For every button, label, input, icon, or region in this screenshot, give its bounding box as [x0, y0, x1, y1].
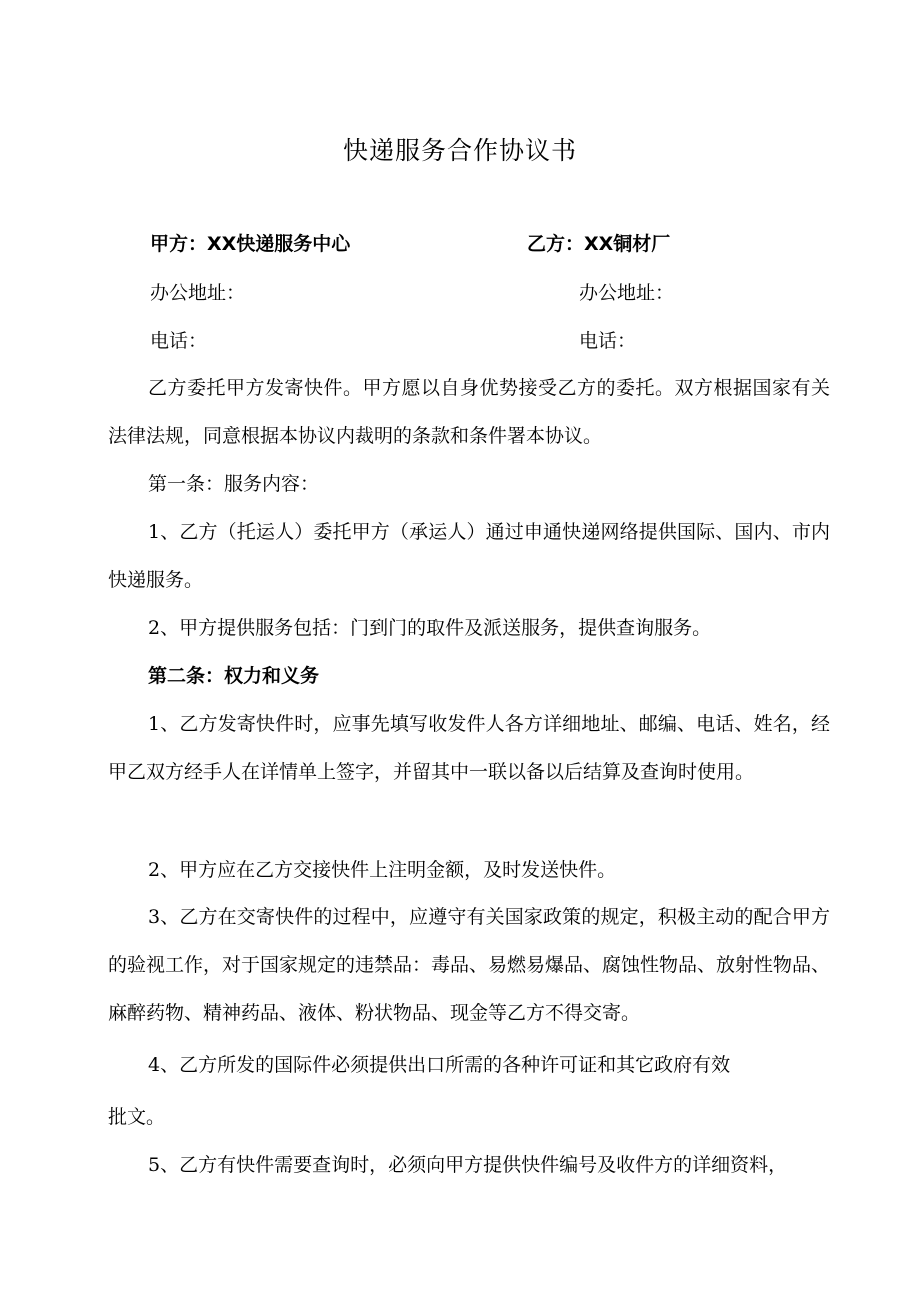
article-2-item-4-continuation: 批文。: [108, 1106, 166, 1128]
article-2-item-5: 5、乙方有快件需要查询时，必须向甲方提供快件编号及收件方的详细资料，: [148, 1154, 788, 1176]
document-title: 快递服务合作协议书: [342, 136, 577, 165]
article-2-item-1: 1、乙方发寄快件时，应事先填写收发件人各方详细地址、邮编、电话、姓名，经甲乙双方经手人在详情单上签字，并留其中一联以备以后结算及查询时使用。: [108, 713, 830, 783]
article-2-heading: 第二条：权力和义务: [148, 665, 320, 687]
party-b-address-label: 办公地址：: [579, 282, 675, 304]
party-a-name: 甲方：XX快递服务中心: [150, 233, 351, 255]
party-a-phone-label: 电话：: [150, 330, 208, 352]
article-2-item-4: 4、乙方所发的国际件必须提供出口所需的各种许可证和其它政府有效: [148, 1054, 731, 1076]
party-b-phone-label: 电话：: [579, 330, 637, 352]
article-1-heading: 第一条：服务内容：: [148, 473, 320, 495]
intro-paragraph: 乙方委托甲方发寄快件。甲方愿以自身优势接受乙方的委托。双方根据国家有关法律法规，同意根据本协议内裁明的条款和条件署本协议。: [108, 377, 830, 447]
article-1-item-1: 1、乙方（托运人）委托甲方（承运人）通过申通快递网络提供国际、国内、市内快递服务。: [108, 521, 830, 591]
article-2-item-3: 3、乙方在交寄快件的过程中，应遵守有关国家政策的规定，积极主动的配合甲方的验视工作，对于国家规定的违禁品：毒品、易燃易爆品、腐蚀性物品、放射性物品、麻醉药物、精神药品、液体、粉状物品、现金等乙方不得交寄。: [108, 906, 831, 1024]
party-b-name: 乙方：XX铜材厂: [527, 233, 671, 255]
party-a-address-label: 办公地址：: [150, 282, 246, 304]
article-1-item-2: 2、甲方提供服务包括：门到门的取件及派送服务，提供查询服务。: [148, 617, 712, 639]
article-2-item-2: 2、甲方应在乙方交接快件上注明金额，及时发送快件。: [148, 859, 617, 881]
